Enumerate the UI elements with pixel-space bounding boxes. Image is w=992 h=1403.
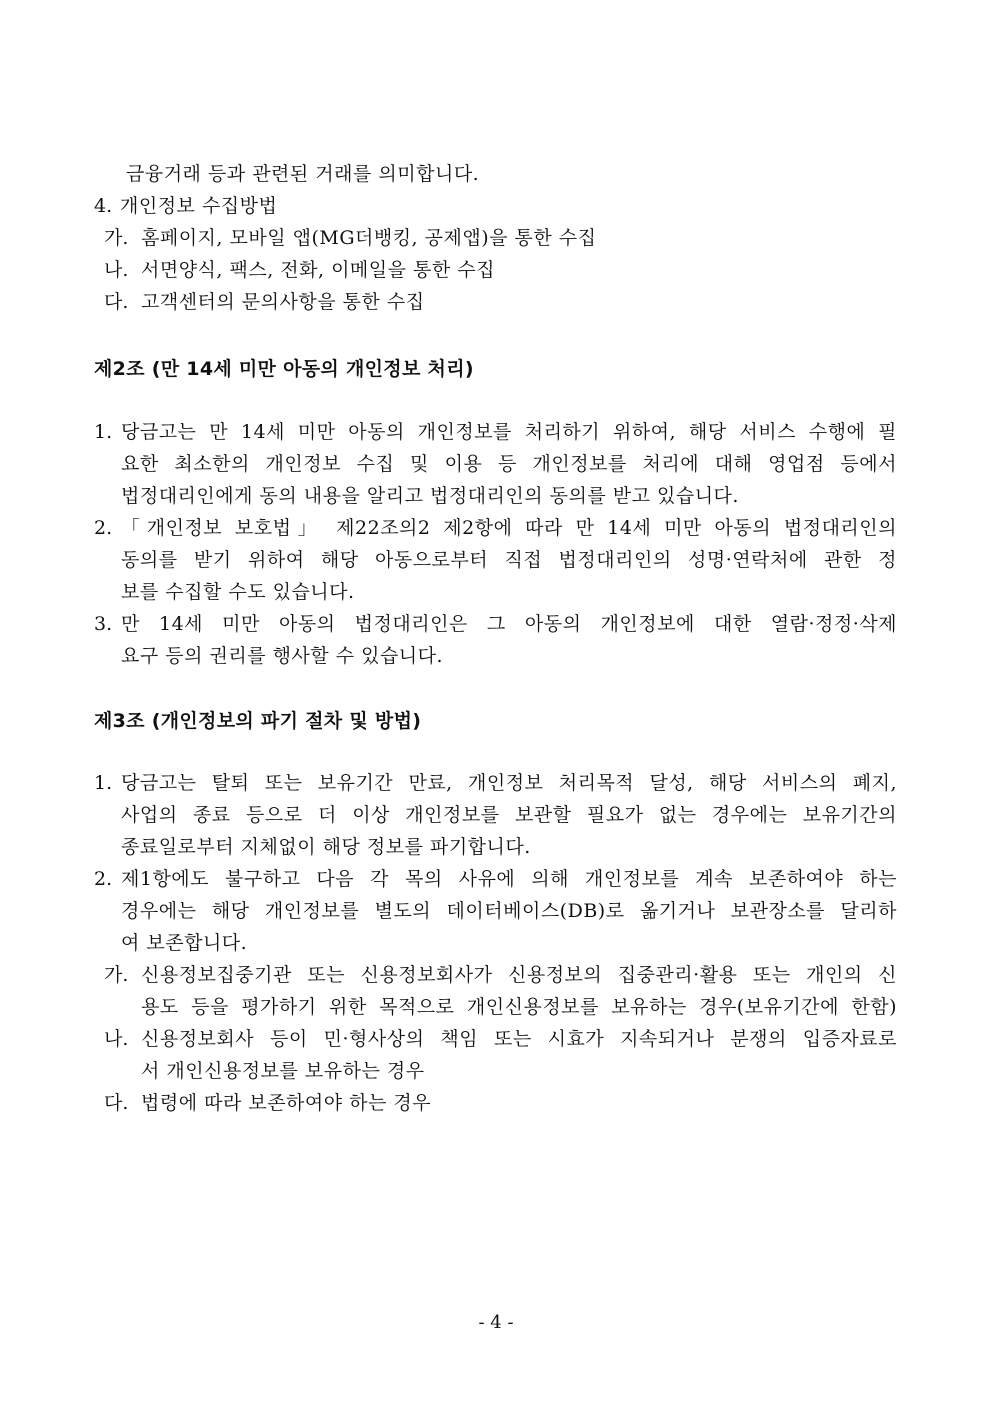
article-2-item-1-line: 당금고는 만 14세 미만 아동의 개인정보를 처리하기 위하여, 해당 서비스 수행에 필	[121, 421, 897, 443]
article-2-heading: 제2조 (만 14세 미만 아동의 개인정보 처리)	[94, 358, 474, 380]
article-3-sub-a-line: 신용정보집중기관 또는 신용정보회사가 신용정보의 집중관리·활용 또는 개인의 신	[141, 964, 897, 986]
article-3-item-2-line: 여 보존합니다.	[121, 932, 248, 954]
article-2-item-2-line: 「개인정보 보호법」 제22조의2 제2항에 따라 만 14세 미만 아동의 법정대리인의	[121, 517, 897, 539]
sub-item-text: 홈페이지, 모바일 앱(MG더뱅킹, 공제앱)을 통한 수집	[141, 227, 597, 249]
article-3-sub-a-marker: 가.	[104, 964, 129, 986]
article-3-sub-b-line: 서 개인신용정보를 보유하는 경우	[141, 1060, 425, 1082]
article-3-item-1-number: 1.	[94, 772, 113, 794]
sub-item-marker: 다.	[104, 291, 129, 313]
article-3-heading: 제3조 (개인정보의 파기 절차 및 방법)	[94, 710, 422, 732]
sub-item-text: 고객센터의 문의사항을 통한 수집	[141, 291, 425, 313]
article-3-sub-c-marker: 다.	[104, 1092, 129, 1114]
article-3-item-2-number: 2.	[94, 868, 113, 890]
sub-item-marker: 나.	[104, 259, 129, 281]
article-3-sub-a-line: 용도 등을 평가하기 위한 목적으로 개인신용정보를 보유하는 경우(보유기간에 한함)	[141, 996, 897, 1018]
article-2-item-3-line: 요구 등의 권리를 행사할 수 있습니다.	[121, 645, 444, 667]
article-2-item-1-line: 요한 최소한의 개인정보 수집 및 이용 등 개인정보를 처리에 대해 영업점 등에서	[121, 453, 897, 475]
page-number: - 4 -	[478, 1312, 514, 1333]
article-3-sub-c-line: 법령에 따라 보존하여야 하는 경우	[141, 1092, 432, 1114]
article-2-item-3-number: 3.	[94, 613, 113, 635]
article-3-item-1-line: 당금고는 탈퇴 또는 보유기간 만료, 개인정보 처리목적 달성, 해당 서비스의 폐지,	[121, 772, 897, 794]
article-2-item-3-line: 만 14세 미만 아동의 법정대리인은 그 아동의 개인정보에 대한 열람·정정·삭제	[121, 613, 897, 635]
article-3-sub-b-line: 신용정보회사 등이 민·형사상의 책임 또는 시효가 지속되거나 분쟁의 입증자료로	[141, 1028, 897, 1050]
article-3-item-1-line: 종료일로부터 지체없이 해당 정보를 파기합니다.	[121, 836, 531, 858]
article-2-item-2-line: 보를 수집할 수도 있습니다.	[121, 581, 355, 603]
article-3-sub-b-marker: 나.	[104, 1028, 129, 1050]
article-3-item-2-line: 제1항에도 불구하고 다음 각 목의 사유에 의해 개인정보를 계속 보존하여야 하는	[121, 868, 897, 890]
continuation-line: 금융거래 등과 관련된 거래를 의미합니다.	[126, 163, 480, 185]
sub-item-text: 서면양식, 팩스, 전화, 이메일을 통한 수집	[141, 259, 495, 281]
sub-item-marker: 가.	[104, 227, 129, 249]
article-2-item-2-line: 동의를 받기 위하여 해당 아동으로부터 직접 법정대리인의 성명·연락처에 관한 정	[121, 549, 897, 571]
article-2-item-1-number: 1.	[94, 421, 113, 443]
article-3-item-1-line: 사업의 종료 등으로 더 이상 개인정보를 보관할 필요가 없는 경우에는 보유기간의	[121, 804, 897, 826]
item-4-number: 4.	[94, 195, 113, 217]
article-2-item-1-line: 법정대리인에게 동의 내용을 알리고 법정대리인의 동의를 받고 있습니다.	[121, 485, 739, 507]
article-2-item-2-number: 2.	[94, 517, 113, 539]
item-4-text: 개인정보 수집방법	[120, 195, 278, 217]
article-3-item-2-line: 경우에는 해당 개인정보를 별도의 데이터베이스(DB)로 옮기거나 보관장소를 달리하	[121, 900, 897, 922]
